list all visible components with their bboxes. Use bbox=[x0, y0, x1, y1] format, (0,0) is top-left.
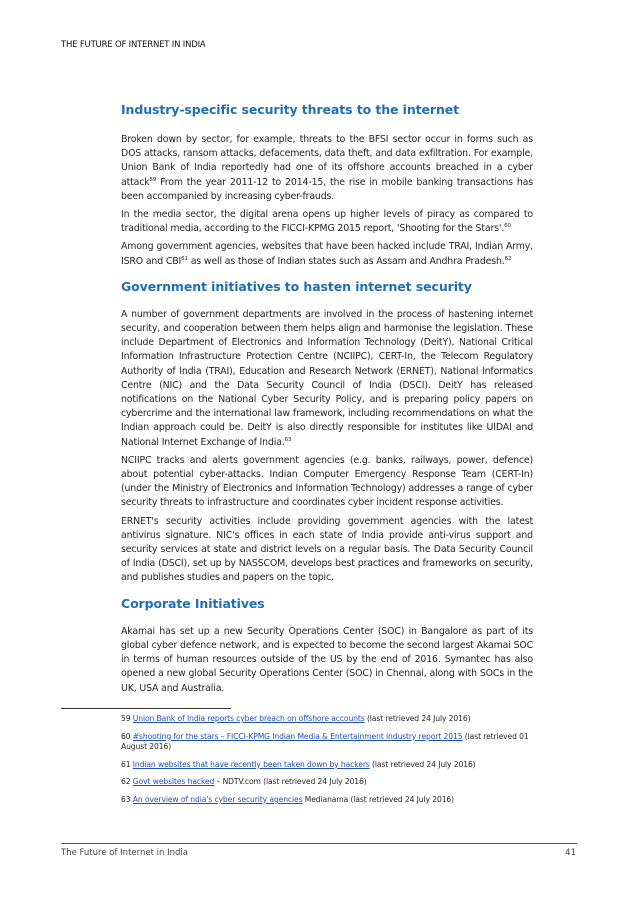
footnote-60: 60 #shooting for the stars – FICCI-KPMG Indian Media & Entertainment industry report 2015 (last retrieved 01 August 2016) bbox=[121, 731, 529, 752]
section-heading-corporate: Corporate Initiatives bbox=[121, 595, 265, 611]
footer-divider bbox=[61, 843, 577, 844]
section-heading-industry-threats: Industry-specific security threats to the internet bbox=[121, 102, 459, 117]
running-header: THE FUTURE OF INTERNET IN INDIA bbox=[61, 40, 206, 50]
footnotes bbox=[121, 714, 533, 813]
paragraph-media: In the media sector, the digital arena opens up higher levels of piracy as compared to traditional media, according to the FICCI-KPMG 2015 report, 'Shooting for the Stars'.$^{60}$ bbox=[121, 209, 533, 235]
footnote-ref-59[interactable]: 59 bbox=[149, 176, 157, 183]
page-number: 41 bbox=[565, 848, 576, 858]
paragraph-ernet: ERNET's security activities include providing government agencies with the latest antivirus signature. NIC's offices in each state of India provide anti-virus support and security services at state and district levels on a regular basis. The Data Security Council of India (DSCI), set up by NASSCOM, develops best practices and frameworks on security, and publishes studies and papers on the topic. bbox=[121, 515, 533, 584]
footnote-59: 59 Union Bank of India reports cyber breach on offshore accounts (last retrieved 24 July 2016) bbox=[121, 714, 471, 723]
paragraph-akamai: Akamai has set up a new Security Operations Center (SOC) in Bangalore as part of its global cyber defence network, and is expected to become the second largest Akamai SOC in terms of human resources outside of the US by the end of 2016. Symantec has also opened a new global Security Operations Center (SOC) in Chennai, along with SOCs in the UK, USA and Australia. bbox=[121, 625, 533, 694]
paragraph-government-hacks: Among government agencies, websites that have been hacked include TRAI, Indian Army, ISRO and CBI$^{61}$ as well as those of Indian states such as Assam and Andhra Pradesh.$^{62}$ bbox=[121, 241, 533, 267]
footnote-link-60[interactable]: #shooting for the stars – FICCI-KPMG Indian Media & Entertainment industry report 2015 bbox=[132, 731, 463, 741]
paragraph-bfsi: Broken down by sector, for example, threats to the BFSI sector occur in forms such as DOS attacks, ransom attacks, defacements, data theft, and data exfiltration. For example, Union Bank of India reportedly had one of its offshore accounts breached in a cyber attack$^{59}$ From the year 2011-12 to 2014-15, the rise in mobile banking transactions has been accompanied by increasing cyber-frauds. bbox=[121, 134, 533, 202]
footnote-divider bbox=[61, 708, 231, 709]
footnote-ref-61[interactable]: 61 bbox=[181, 255, 188, 262]
footnote-ref-60[interactable]: 60 bbox=[504, 223, 511, 230]
paragraph-nciipc: NCIIPC tracks and alerts government agencies (e.g. banks, railways, power, defence) about potential cyber-attacks. Indian Computer Emergency Response Team (CERT-In) (under the Ministry of Electronics and Information Technology) addresses a range of cyber security threats to infrastructure and coordinates cyber incident response activities. bbox=[121, 454, 533, 509]
footer-title: The Future of Internet in India bbox=[61, 848, 188, 858]
section-heading-government-initiatives: Government initiatives to hasten internet security bbox=[121, 278, 472, 294]
footnote-63: 63 An overview of ndia's cyber security agencies Medianama (last retrieved 24 July 2016) bbox=[121, 794, 455, 804]
footnote-ref-62[interactable]: 62 bbox=[504, 255, 512, 262]
main-content bbox=[121, 92, 533, 696]
footnote-link-61[interactable]: Indian websites that have recently been taken down by hackers bbox=[132, 759, 370, 769]
footnote-62: 62 Govt websites hacked – NDTV.com (last retrieved 24 July 2016) bbox=[121, 777, 367, 787]
footnote-61: 61 Indian websites that have recently been taken down by hackers (last retrieved 24 July 2016) bbox=[121, 759, 476, 769]
paragraph-departments: A number of government departments are involved in the process of hastening internet security, and cooperation between them helps align and harmonise the legislation. These include Department of Electronics and Information Technology (DeitY), National Critical Information Infrastructure Protection Centre (NCIIPC), CERT-In, the Telecom Regulatory Authority of India (TRAI), Education and Research Network (ERNET), National Informatics Centre (NIC) and the Data Security Council of India (DSCI). DeitY has released notifications on the National Cyber Security Policy, and is preparing policy papers on cybercrime and the international law framework, including recommendations on what the Indian approach could be. DeitY is also directly responsible for institutes like UIDAI and National Internet Exchange of India.$^{63}$ bbox=[121, 308, 533, 448]
footnote-ref-63[interactable]: 63 bbox=[284, 436, 292, 443]
footnote-link-62[interactable]: Govt websites hacked bbox=[132, 777, 215, 787]
footnote-link-59[interactable]: Union Bank of India reports cyber breach on offshore accounts bbox=[132, 714, 365, 723]
footnote-link-63[interactable]: An overview of ndia's cyber security agencies bbox=[132, 794, 303, 804]
